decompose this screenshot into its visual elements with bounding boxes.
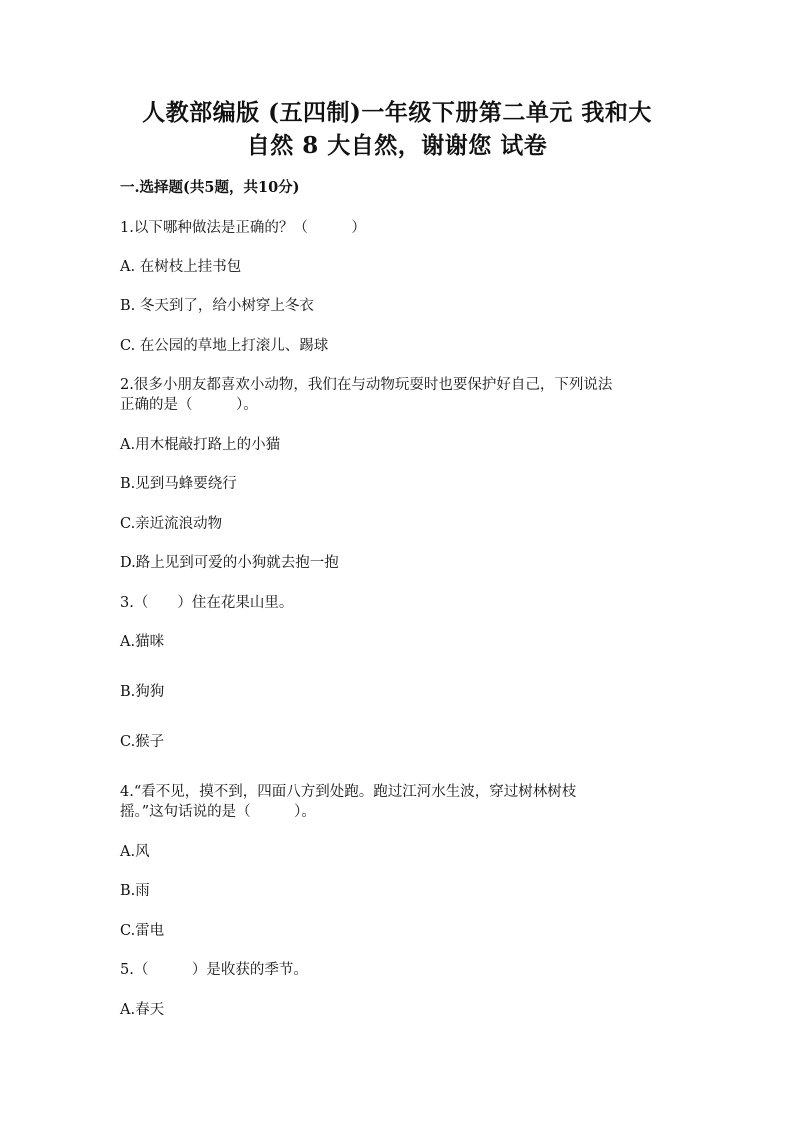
question-1-stem: 1.以下哪种做法是正确的？（ ） (120, 220, 366, 236)
question-2-option-a: A.用木棍敲打路上的小猫 (120, 437, 281, 453)
question-2-option-b: B.见到马蜂要绕行 (120, 476, 237, 492)
question-5-option-a: A.春天 (120, 1002, 165, 1018)
exam-title-line-2: 自然 8 大自然，谢谢您 试卷 (246, 132, 548, 159)
exam-title (100, 96, 694, 162)
question-4-option-a: A.风 (120, 844, 150, 860)
question-4-stem-line-2: 摇。”这句话说的是（ ）。 (120, 804, 316, 820)
question-4-stem-line-1: 4.“看不见，摸不到，四面八方到处跑。跑过江河水生波，穿过树林树枝 (120, 784, 577, 800)
question-3-stem: 3.（ ）住在花果山里。 (120, 595, 294, 611)
question-1-option-a: A. 在树枝上挂书包 (120, 259, 242, 275)
question-2-option-c: C.亲近流浪动物 (120, 516, 223, 532)
question-1-option-b: B. 冬天到了，给小树穿上冬衣 (120, 298, 314, 314)
question-1-option-c: C. 在公园的草地上打滚儿、踢球 (120, 338, 329, 354)
question-3-option-b: B.狗狗 (120, 684, 165, 700)
question-4-option-b: B.雨 (120, 883, 150, 899)
question-2-stem-line-2: 正确的是（ ）。 (120, 397, 258, 413)
exam-title-line-1: 人教部编版 (五四制)一年级下册第二单元 我和大 (142, 99, 652, 126)
question-3-option-a: A.猫咪 (120, 634, 165, 650)
question-3-option-c: C.猴子 (120, 734, 165, 750)
question-2-stem-line-1: 2.很多小朋友都喜欢小动物，我们在与动物玩耍时也要保护好自己，下列说法 (120, 377, 613, 393)
question-4-option-c: C.雷电 (120, 923, 165, 939)
question-5-stem: 5.（ ）是收获的季节。 (120, 962, 308, 978)
question-2-option-d: D.路上见到可爱的小狗就去抱一抱 (120, 555, 339, 571)
section-heading: 一.选择题(共5题，共10分) (120, 179, 300, 196)
